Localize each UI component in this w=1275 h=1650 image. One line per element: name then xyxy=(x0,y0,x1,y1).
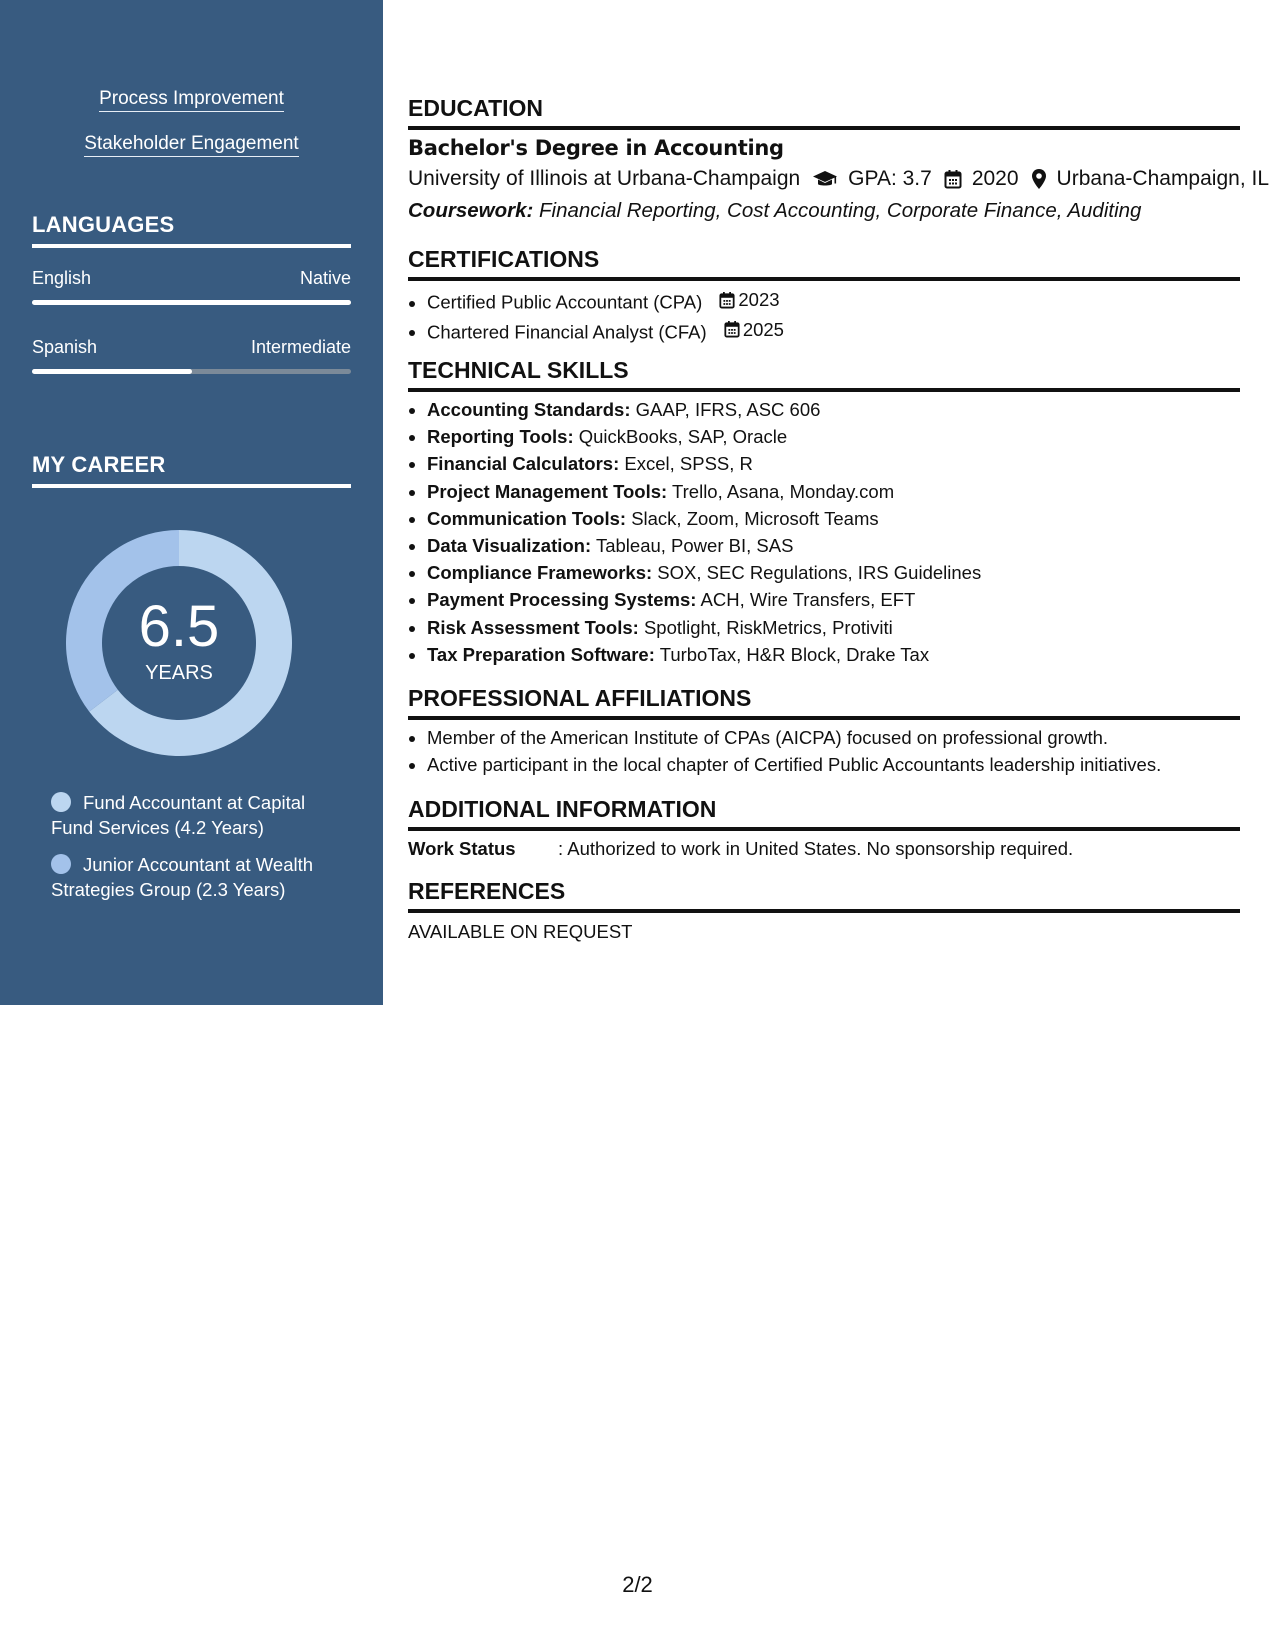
skill-values: Slack, Zoom, Microsoft Teams xyxy=(631,507,879,529)
certification-date xyxy=(719,286,779,313)
language-name: English xyxy=(32,268,92,288)
skill-list-item xyxy=(427,450,981,477)
career-legend-label: Junior Accountant at Wealth Strategies Group (2.3 Years) xyxy=(51,854,314,900)
calendar-icon xyxy=(944,169,962,189)
skill-values: GAAP, IFRS, ASC 606 xyxy=(635,399,821,420)
skill-category: Data Visualization: xyxy=(427,535,592,557)
education-gpa: GPA: 3.7 xyxy=(848,167,932,190)
page-number: 2/2 xyxy=(622,1572,653,1597)
skill-item-label: Stakeholder Engagement xyxy=(84,133,298,157)
language-level: Native xyxy=(299,268,351,288)
language-proficiency-fill xyxy=(32,369,192,374)
career-legend-label: Fund Accountant at Capital Fund Services (4.2 Years) xyxy=(51,792,306,838)
language-proficiency-bar xyxy=(32,369,351,374)
skill-category: Financial Calculators: xyxy=(427,453,620,475)
skill-item-label: Process Improvement xyxy=(99,88,284,112)
skill-list-item xyxy=(427,423,981,450)
skill-list-item xyxy=(427,396,981,423)
skill-category: Communication Tools: xyxy=(427,507,627,529)
career-legend-item xyxy=(51,790,341,840)
language-proficiency-bar xyxy=(32,300,351,305)
skill-category: Payment Processing Systems: xyxy=(427,589,697,611)
work-status-row xyxy=(408,838,1073,860)
language-row xyxy=(32,337,351,358)
skill-category: Accounting Standards: xyxy=(427,399,631,420)
certification-item xyxy=(427,286,784,316)
skill-values: TurboTax, H&R Block, Drake Tax xyxy=(659,643,930,665)
skill-list-item xyxy=(427,614,981,641)
skill-list-item xyxy=(427,532,981,559)
skill-list-item xyxy=(427,586,981,613)
career-donut-chart xyxy=(66,530,292,756)
skill-category: Risk Assessment Tools: xyxy=(427,616,639,638)
education-school: University of Illinois at Urbana-Champaign xyxy=(408,167,801,190)
education-heading: EDUCATION xyxy=(408,95,1240,130)
location-pin-icon xyxy=(1031,168,1047,190)
career-legend-dot xyxy=(51,792,71,812)
language-name: Spanish xyxy=(32,337,98,357)
coursework-label: Coursework: xyxy=(408,199,534,222)
skill-category: Compliance Frameworks: xyxy=(427,562,653,584)
certifications-list xyxy=(408,286,784,345)
technical-skills-list xyxy=(408,396,981,668)
certification-name: Chartered Financial Analyst (CFA) xyxy=(427,321,707,342)
education-degree: Bachelor's Degree in Accounting xyxy=(408,136,784,160)
career-heading: MY CAREER xyxy=(32,452,351,488)
career-donut-center xyxy=(66,530,292,756)
certification-name: Certified Public Accountant (CPA) xyxy=(427,291,703,313)
skill-category: Tax Preparation Software: xyxy=(427,643,655,665)
additional-info-heading: ADDITIONAL INFORMATION xyxy=(408,796,1240,831)
career-total-unit: YEARS xyxy=(145,661,213,684)
technical-skills-heading: TECHNICAL SKILLS xyxy=(408,357,1240,392)
references-text: AVAILABLE ON REQUEST xyxy=(408,921,633,942)
calendar-icon xyxy=(719,291,735,309)
language-row xyxy=(32,268,351,289)
education-coursework xyxy=(408,199,1141,223)
skill-list-item xyxy=(427,505,981,532)
skill-values: Tableau, Power BI, SAS xyxy=(595,535,794,557)
affiliations-list xyxy=(408,724,1161,778)
skill-item xyxy=(0,133,383,155)
languages-heading: LANGUAGES xyxy=(32,212,351,248)
language-proficiency-fill xyxy=(32,300,351,305)
education-location: Urbana-Champaign, IL xyxy=(1056,167,1269,190)
skill-values: ACH, Wire Transfers, EFT xyxy=(700,589,916,611)
graduation-cap-icon xyxy=(812,169,838,189)
skill-values: Trello, Asana, Monday.com xyxy=(672,480,895,502)
skill-values: QuickBooks, SAP, Oracle xyxy=(578,426,788,448)
skill-list-item xyxy=(427,559,981,586)
skill-list-item xyxy=(427,478,981,505)
skill-values: Spotlight, RiskMetrics, Protiviti xyxy=(643,616,893,638)
skill-values: Excel, SPSS, R xyxy=(624,453,753,475)
skill-category: Project Management Tools: xyxy=(427,480,668,502)
certification-date xyxy=(724,316,784,343)
work-status-label: Work Status xyxy=(408,838,516,859)
certification-year: 2025 xyxy=(742,318,784,340)
work-status-value: : Authorized to work in United States. No sponsorship required. xyxy=(558,838,1074,859)
skill-list-item xyxy=(427,641,981,668)
references-heading: REFERENCES xyxy=(408,878,1240,913)
education-details xyxy=(408,167,1269,191)
skill-values: SOX, SEC Regulations, IRS Guidelines xyxy=(657,562,982,584)
career-total-years: 6.5 xyxy=(138,593,220,659)
skill-category: Reporting Tools: xyxy=(427,426,574,448)
certification-year: 2023 xyxy=(738,289,780,310)
affiliation-item: • Active participant in the local chapter of Certified Public Accountants leadership initiatives. xyxy=(427,751,1161,778)
career-legend-item xyxy=(51,852,341,902)
calendar-icon xyxy=(724,320,740,338)
skill-item xyxy=(0,88,383,110)
certification-item xyxy=(427,316,784,346)
language-level: Intermediate xyxy=(250,337,351,357)
coursework-text: Financial Reporting, Cost Accounting, Corporate Finance, Auditing xyxy=(539,199,1142,222)
career-legend-dot xyxy=(51,854,71,874)
education-year: 2020 xyxy=(971,167,1019,190)
affiliations-heading: PROFESSIONAL AFFILIATIONS xyxy=(408,685,1240,720)
sidebar xyxy=(0,0,383,1005)
certifications-heading: CERTIFICATIONS xyxy=(408,246,1240,281)
affiliation-item: • Member of the American Institute of CPAs (AICPA) focused on professional growth. xyxy=(427,724,1161,751)
